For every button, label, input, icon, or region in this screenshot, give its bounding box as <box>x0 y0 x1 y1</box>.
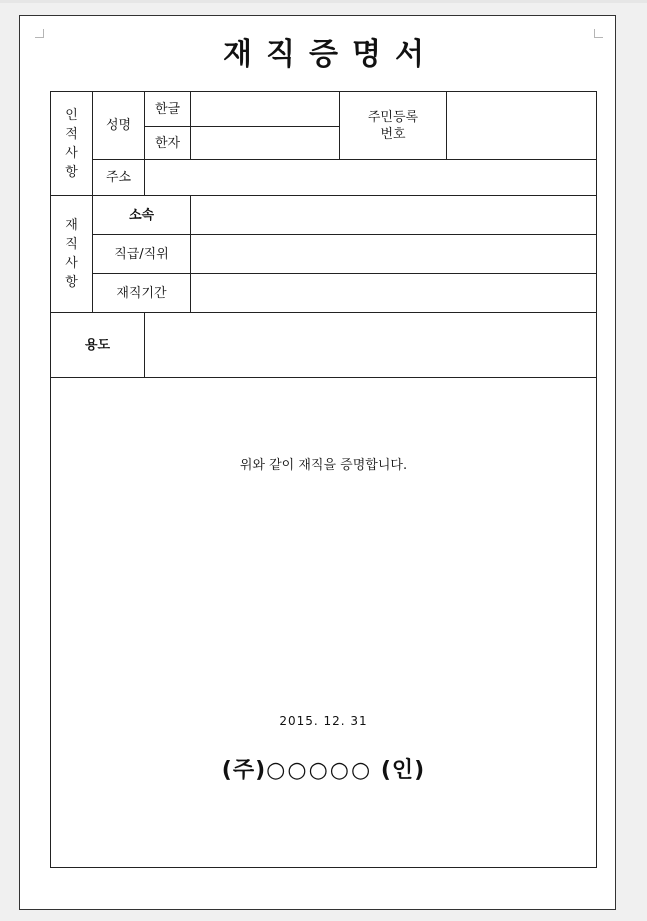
name-label: 성명 <box>105 118 132 133</box>
table-row <box>51 313 597 378</box>
period-label-cell <box>93 274 191 313</box>
employment-section-header <box>51 196 93 313</box>
document-title: 재직증명서 <box>223 37 438 72</box>
table-row <box>51 196 597 235</box>
personal-section-header <box>51 92 93 196</box>
period-label: 재직기간 <box>116 285 167 301</box>
personal-section-label: 인적사항 <box>65 107 78 180</box>
hanja-label-cell <box>145 127 191 160</box>
purpose-field[interactable] <box>145 313 597 378</box>
hanja-label: 한자 <box>154 135 181 151</box>
position-label-cell <box>93 235 191 274</box>
address-label: 주소 <box>105 170 132 185</box>
rrn-field[interactable] <box>447 92 597 160</box>
company-signature <box>51 758 596 783</box>
hangul-name-field[interactable] <box>191 92 340 127</box>
address-field[interactable] <box>145 160 597 196</box>
table-row <box>51 235 597 274</box>
top-strip <box>0 0 647 3</box>
hangul-label-cell <box>145 92 191 127</box>
rrn-label-cell <box>340 92 447 160</box>
name-label-cell <box>93 92 145 160</box>
company-prefix: (주) <box>221 758 267 783</box>
issue-date: 2015. 12. 31 <box>279 714 368 728</box>
certificate-body <box>51 378 597 868</box>
hangul-label: 한글 <box>154 101 181 117</box>
position-field[interactable] <box>191 235 597 274</box>
seal-mark: (인) <box>380 758 426 783</box>
department-label: 소속 <box>128 207 155 223</box>
period-field[interactable] <box>191 274 597 313</box>
company-name: ○○○○○ <box>266 758 373 783</box>
crop-mark-top-left <box>35 29 44 38</box>
certificate-form-table <box>50 91 597 868</box>
department-label-cell <box>93 196 191 235</box>
table-row <box>51 378 597 868</box>
department-field[interactable] <box>191 196 597 235</box>
table-row <box>51 274 597 313</box>
employment-section-label: 재직사항 <box>65 218 78 290</box>
purpose-label: 용도 <box>84 337 111 353</box>
hanja-name-field[interactable] <box>191 127 340 160</box>
document-page <box>19 15 616 910</box>
table-row <box>51 160 597 196</box>
certification-statement: 위와 같이 재직을 증명합니다. <box>239 458 408 473</box>
address-label-cell <box>93 160 145 196</box>
purpose-label-cell <box>51 313 145 378</box>
position-label: 직급/직위 <box>114 246 169 262</box>
rrn-label-line-1: 주민등록 <box>367 109 419 125</box>
table-row <box>51 92 597 127</box>
rrn-label-line-2: 번호 <box>380 126 406 142</box>
